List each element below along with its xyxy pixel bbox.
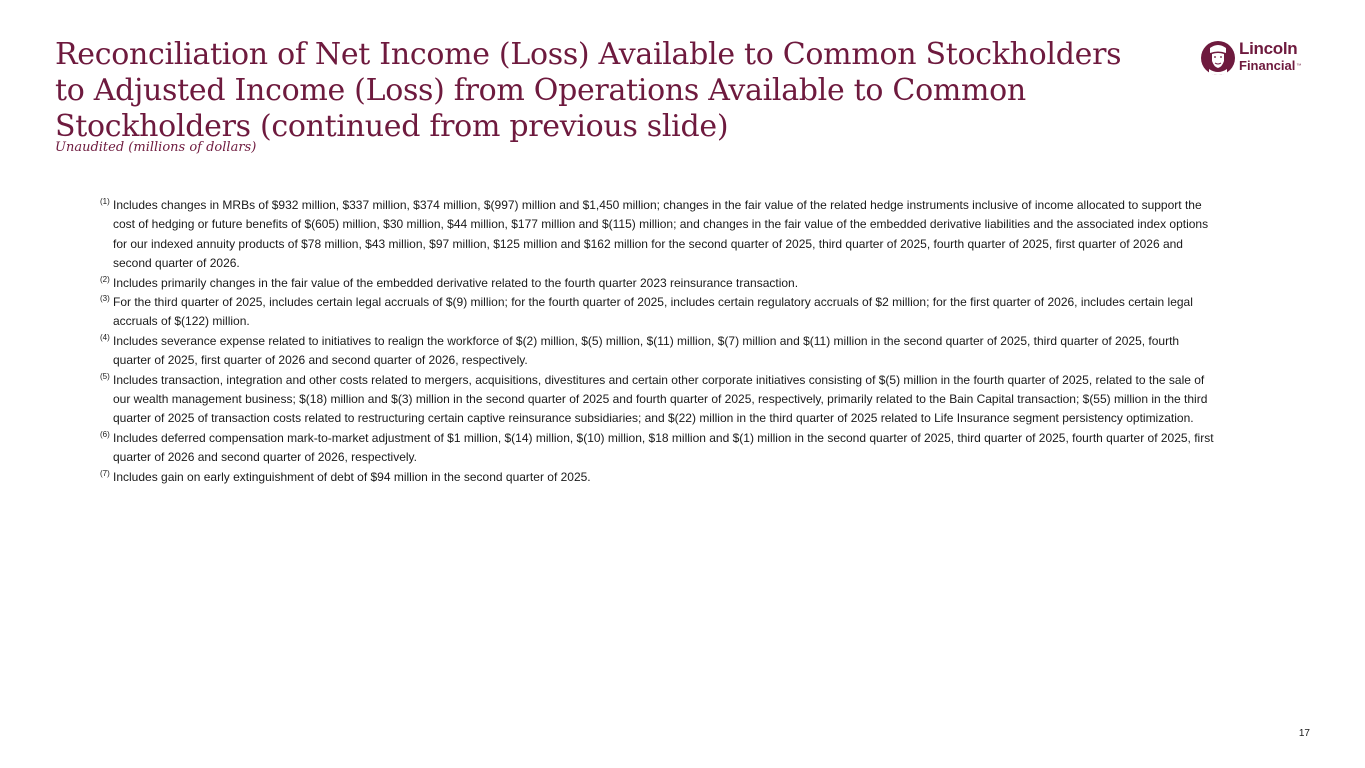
footnote-text: For the third quarter of 2025, includes certain legal accruals of $(9) million; for the fourth quarter of 2025, includes certain regulatory accruals of $2 million; for the first quarter of 2026, includes certain legal accruals of $(122) million. xyxy=(113,295,1193,329)
footnote-text: Includes transaction, integration and other costs related to mergers, acquisitions, divestitures and certain other corporate initiatives consisting of $(5) million in the fourth quarter of 2025, related to the sale of our wealth management business; $(18) million and $(3) million in the second quarter of 2025 and fourth quarter of 2025, respectively, primarily related to the Bain Capital transaction; $(55) million in the third quarter of 2025 of transaction costs related to restructuring certain captive reinsurance subsidiaries; and $(22) million in the third quarter of 2025 related to Life Insurance segment persistency optimization. xyxy=(113,372,1208,426)
footnote-6 xyxy=(100,429,1220,468)
footnote-marker: (5) xyxy=(100,371,110,381)
footnote-marker: (3) xyxy=(100,294,110,304)
footnotes-list xyxy=(100,196,1220,487)
trademark-symbol: ™ xyxy=(1296,63,1302,69)
page-number: 17 xyxy=(1298,728,1310,739)
footnote-1 xyxy=(100,196,1220,274)
footnote-marker: (4) xyxy=(100,332,110,342)
footnote-text: Includes primarily changes in the fair value of the embedded derivative related to the fourth quarter 2023 reinsurance transaction. xyxy=(113,275,799,290)
footnote-marker: (7) xyxy=(100,468,110,478)
footnote-marker: (2) xyxy=(100,274,110,284)
footnote-text: Includes deferred compensation mark-to-market adjustment of $1 million, $(14) million, $(10) million, $18 million and $(1) million in the second quarter of 2025, third quarter of 2025, fourth quarter of 2025, first quarter of 2026 and second quarter of 2026, respectively. xyxy=(113,430,1214,465)
logo-wordmark-lincoln: Lincoln xyxy=(1239,39,1298,58)
slide-subtitle: Unaudited (millions of dollars) xyxy=(55,140,257,155)
footnote-marker: (6) xyxy=(100,429,110,439)
footnote-3 xyxy=(100,293,1220,332)
lincoln-financial-logo xyxy=(1201,38,1313,80)
footnote-4 xyxy=(100,332,1220,371)
lincoln-portrait-icon xyxy=(1201,39,1235,77)
footnote-marker: (1) xyxy=(100,197,110,206)
footnote-text: Includes changes in MRBs of $932 million, $337 million, $374 million, $(997) million and $1,450 million; changes in the fair value of the related hedge instruments inclusive of income allocated to support the cost of hedging or future benefits of $(605) million, $30 million, $44 million, $177 million and $(115) million; and changes in the fair value of the embedded derivative liabilities and the associated index options for our indexed annuity products of $78 million, $43 million, $97 million, $125 million and $162 million for the second quarter of 2025, third quarter of 2025, fourth quarter of 2025, first quarter of 2026 and second quarter of 2026. xyxy=(113,198,1209,271)
footnote-text: Includes gain on early extinguishment of debt of $94 million in the second quarter of 2025. xyxy=(113,469,591,484)
slide-title: Reconciliation of Net Income (Loss) Available to Common Stockholders to Adjusted Income (Loss) from Operations Available to Common Stockholders (continued from previous slide) xyxy=(55,37,1122,144)
logo-wordmark-financial xyxy=(1239,58,1301,74)
footnote-text: Includes severance expense related to initiatives to realign the workforce of $(2) million, $(5) million, $(11) million, $(7) million and $(11) million in the second quarter of 2025, third quarter of 2025, fourth quarter of 2025, first quarter of 2026 and second quarter of 2026, respectively. xyxy=(113,333,1180,368)
footnote-7 xyxy=(100,468,1220,487)
footnote-5 xyxy=(100,371,1220,429)
logo-financial-text: Financial xyxy=(1239,58,1296,73)
footnote-2 xyxy=(100,274,1220,293)
